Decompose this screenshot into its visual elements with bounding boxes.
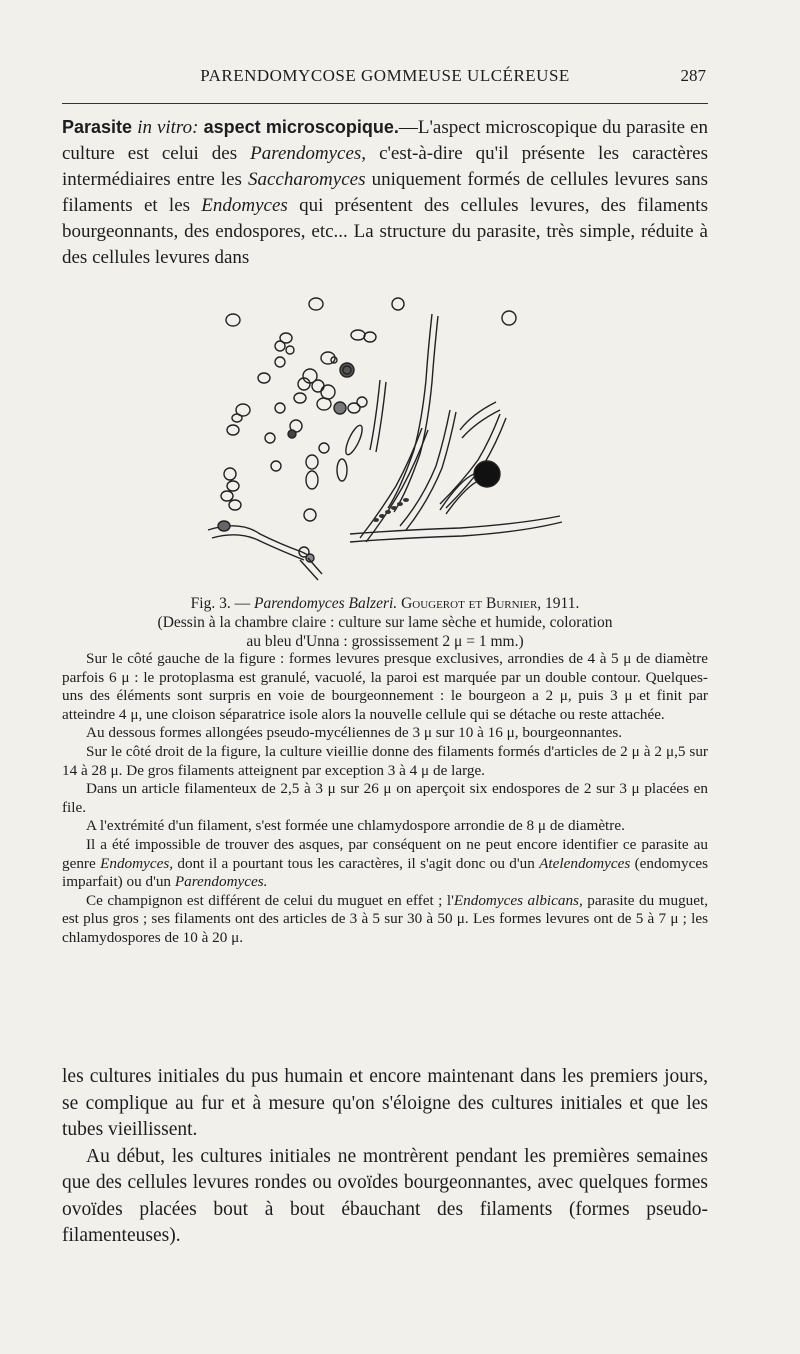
para2-continuation: les cultures initiales du pus humain et encore maintenant dans les premiers jours, se complique au fur et à mesure qu'on s'éloigne des cultures initiales et que les tubes vieillissent. xyxy=(62,1066,708,1140)
note-endospores: Dans un article filamenteux de 2,5 à 3 μ sur 26 μ on aperçoit six endospores de 2 sur 3 μ placées en file. xyxy=(62,780,708,816)
lead-text-end: aspect microscopique. xyxy=(198,117,399,137)
caption-fig-label: Fig. 3. — xyxy=(190,595,254,612)
caption-authors: Gougerot et Burnier, 1911. xyxy=(397,595,580,612)
para1-italic-1: Parendomyces, xyxy=(250,143,367,164)
header-rule xyxy=(62,103,708,104)
note-right-side: Sur le côté droit de la figure, la culture vieillie donne des filaments formés d'articles de 2 μ à 2 μ,5 sur 14 à 28 μ. De gros filaments atteignent par exception 3 à 4 μ de large. xyxy=(62,742,708,779)
page-number: 287 xyxy=(680,66,706,85)
caption-species: Parendomyces Balzeri. xyxy=(253,595,398,612)
paragraph-parasite-in-vitro xyxy=(62,114,708,271)
note-left-side: Sur le côté gauche de la figure : formes levures presque exclusives, arrondies de 4 à 5 μ de diamètre parfois 6 μ : le protoplasma est granulé, vacuolé, la paroi est marquée par un double contour. Quelques-uns des éléments sont surpris en voie de bourgeonnement : le bourgeon a 2 μ, puis 3 μ et finit par atteindre 4 μ, une cloison séparatrice isole alors la nouvelle cellule qui se détache ou reste attachée. xyxy=(62,650,708,723)
note-muguet-text-1: Ce champignon est différent de celui du muguet en effet ; l' xyxy=(86,891,454,909)
paragraph-cultures xyxy=(62,1064,708,1250)
caption-line-1 xyxy=(62,594,708,613)
para2-au-debut: Au début, les cultures initiales ne montrèrent pendant les premières semaines que des cellules levures rondes ou ovoïdes bourgeonnantes, avec quelques formes ovoïdes placées bout à bout ébauchant des filaments (formes pseudo-filamenteuses). xyxy=(62,1145,708,1246)
section-lead xyxy=(62,117,399,137)
note-muguet-text-2: parasite du muguet, est plus gros ; ses filaments ont des articles de 3 à 5 sur 30 à 50 μ. Les formes levures ont de 5 à 7 μ ; les chlamydospores de 10 à 20 μ. xyxy=(62,891,709,946)
running-title: PARENDOMYCOSE GOMMEUSE ULCÉREUSE xyxy=(200,66,570,85)
note-asci-italic-2: Atelendomyces xyxy=(539,854,631,872)
para1-text-1: —L'aspect microscopique du parasite en culture est celui des xyxy=(62,117,708,164)
caption-line-2: (Dessin à la chambre claire : culture sur lame sèche et humide, coloration xyxy=(157,614,613,631)
figure-caption xyxy=(62,594,708,651)
para1-text-3: uniquement formés de cellules levures sans filaments et les xyxy=(62,169,708,216)
lead-italic: in vitro: xyxy=(137,117,199,138)
note-muguet-italic: Endomyces albicans, xyxy=(453,891,583,909)
note-asci-text-1: Il a été impossible de trouver des asques, par conséquent on ne peut encore identifier ce parasite au genre xyxy=(62,835,708,872)
para1-italic-3: Endomyces xyxy=(201,195,288,216)
caption-line-3: au bleu d'Unna : grossissement 2 μ = 1 mm.) xyxy=(246,633,524,650)
note-elongated-forms: Au dessous formes allongées pseudo-mycéliennes de 3 μ sur 10 à 16 μ, bourgeonnantes. xyxy=(86,724,623,742)
note-asci-italic-3: Parendomyces. xyxy=(174,873,268,891)
note-asci-text-3: (endomyces imparfait) ou d'un xyxy=(62,854,708,891)
note-asci-italic-1: Endomyces, xyxy=(100,854,174,872)
lead-text: Parasite xyxy=(62,117,138,137)
note-muguet xyxy=(62,892,708,948)
para1-text-2: c'est-à-dire qu'il présente les caractères intermédiaires entre les xyxy=(62,143,709,190)
note-asci xyxy=(62,836,708,892)
para1-italic-2: Saccharomyces xyxy=(248,169,366,190)
note-asci-text-2: dont il a pourtant tous les caractères, il s'agit donc ou d'un xyxy=(173,854,540,872)
note-chlamydospore: A l'extrémité d'un filament, s'est formée une chlamydospore arrondie de 8 μ de diamètre. xyxy=(86,817,625,835)
para1-text-4: qui présentent des cellules levures, des filaments bourgeonnants, des endospores, etc... La structure du parasite, très simple, réduite à des cellules levures dans xyxy=(62,195,708,268)
page-header xyxy=(62,64,708,90)
figure-microscopic-drawing xyxy=(200,290,620,590)
figure-notes xyxy=(62,650,708,948)
